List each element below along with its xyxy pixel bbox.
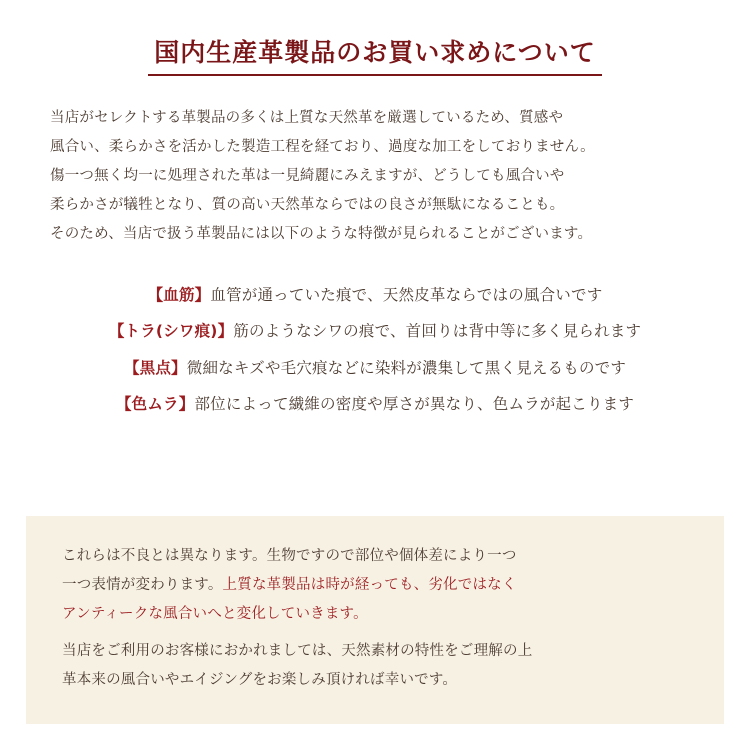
title-block [26, 26, 724, 76]
page-title: 国内生産革製品のお買い求めについて [148, 38, 602, 76]
intro-line: そのため、当店で扱う革製品には以下のような特徴が見られることがございます。 [50, 226, 593, 242]
intro-paragraph [26, 104, 724, 249]
feature-text: 血管が通っていた痕で、天然皮革ならではの風合いです [210, 286, 603, 304]
feature-tag: 【血筋】 [147, 286, 211, 304]
feature-text: 筋のようなシワの痕で、首回りは背中等に多く見られます [233, 322, 642, 341]
feature-list [26, 277, 724, 423]
list-item [42, 386, 708, 422]
list-item [42, 277, 708, 313]
note-segment-emphasis: 上質な革製品は時が経っても、劣化ではなく [222, 577, 517, 593]
note-segment: 革本来の風合いやエイジングをお楽しみ頂ければ幸いです。 [62, 672, 458, 688]
note-line [62, 637, 688, 666]
list-item [42, 350, 708, 386]
feature-tag: 【色ムラ】 [115, 395, 195, 414]
note-segment-emphasis: アンティークな風合いへと変化していきます。 [62, 606, 368, 622]
feature-text: 微細なキズや毛穴痕などに染料が濃集して黒く見えるものです [186, 358, 627, 377]
note-segment: これらは不良とは異なります。生物ですので部位や個体差により一つ [62, 548, 517, 564]
intro-line: 傷一つ無く均一に処理された革は一見綺麗にみえますが、どうしても風合いや [50, 168, 565, 184]
note-line [62, 571, 688, 600]
note-line [62, 600, 688, 629]
intro-line: 柔らかさが犠牲となり、質の高い天然革ならではの良さが無駄になることも。 [50, 197, 565, 213]
note-box [26, 516, 724, 724]
feature-tag: 【トラ(シワ痕)】 [108, 322, 234, 341]
note-line [62, 542, 688, 571]
list-item [42, 313, 708, 349]
feature-text: 部位によって繊維の密度や厚さが異なり、色ムラが起こります [194, 395, 635, 414]
note-line [62, 666, 688, 695]
intro-line: 風合い、柔らかさを活かした製造工程を経ており、過度な加工をしておりません。 [50, 139, 595, 155]
note-spacer [62, 629, 688, 637]
feature-tag: 【黒点】 [123, 358, 187, 377]
note-segment: 一つ表情が変わります。 [62, 577, 223, 593]
note-segment: 当店をご利用のお客様におかれましては、天然素材の特性をご理解の上 [62, 643, 533, 659]
intro-line: 当店がセレクトする革製品の多くは上質な天然革を厳選しているため、質感や [50, 110, 564, 126]
